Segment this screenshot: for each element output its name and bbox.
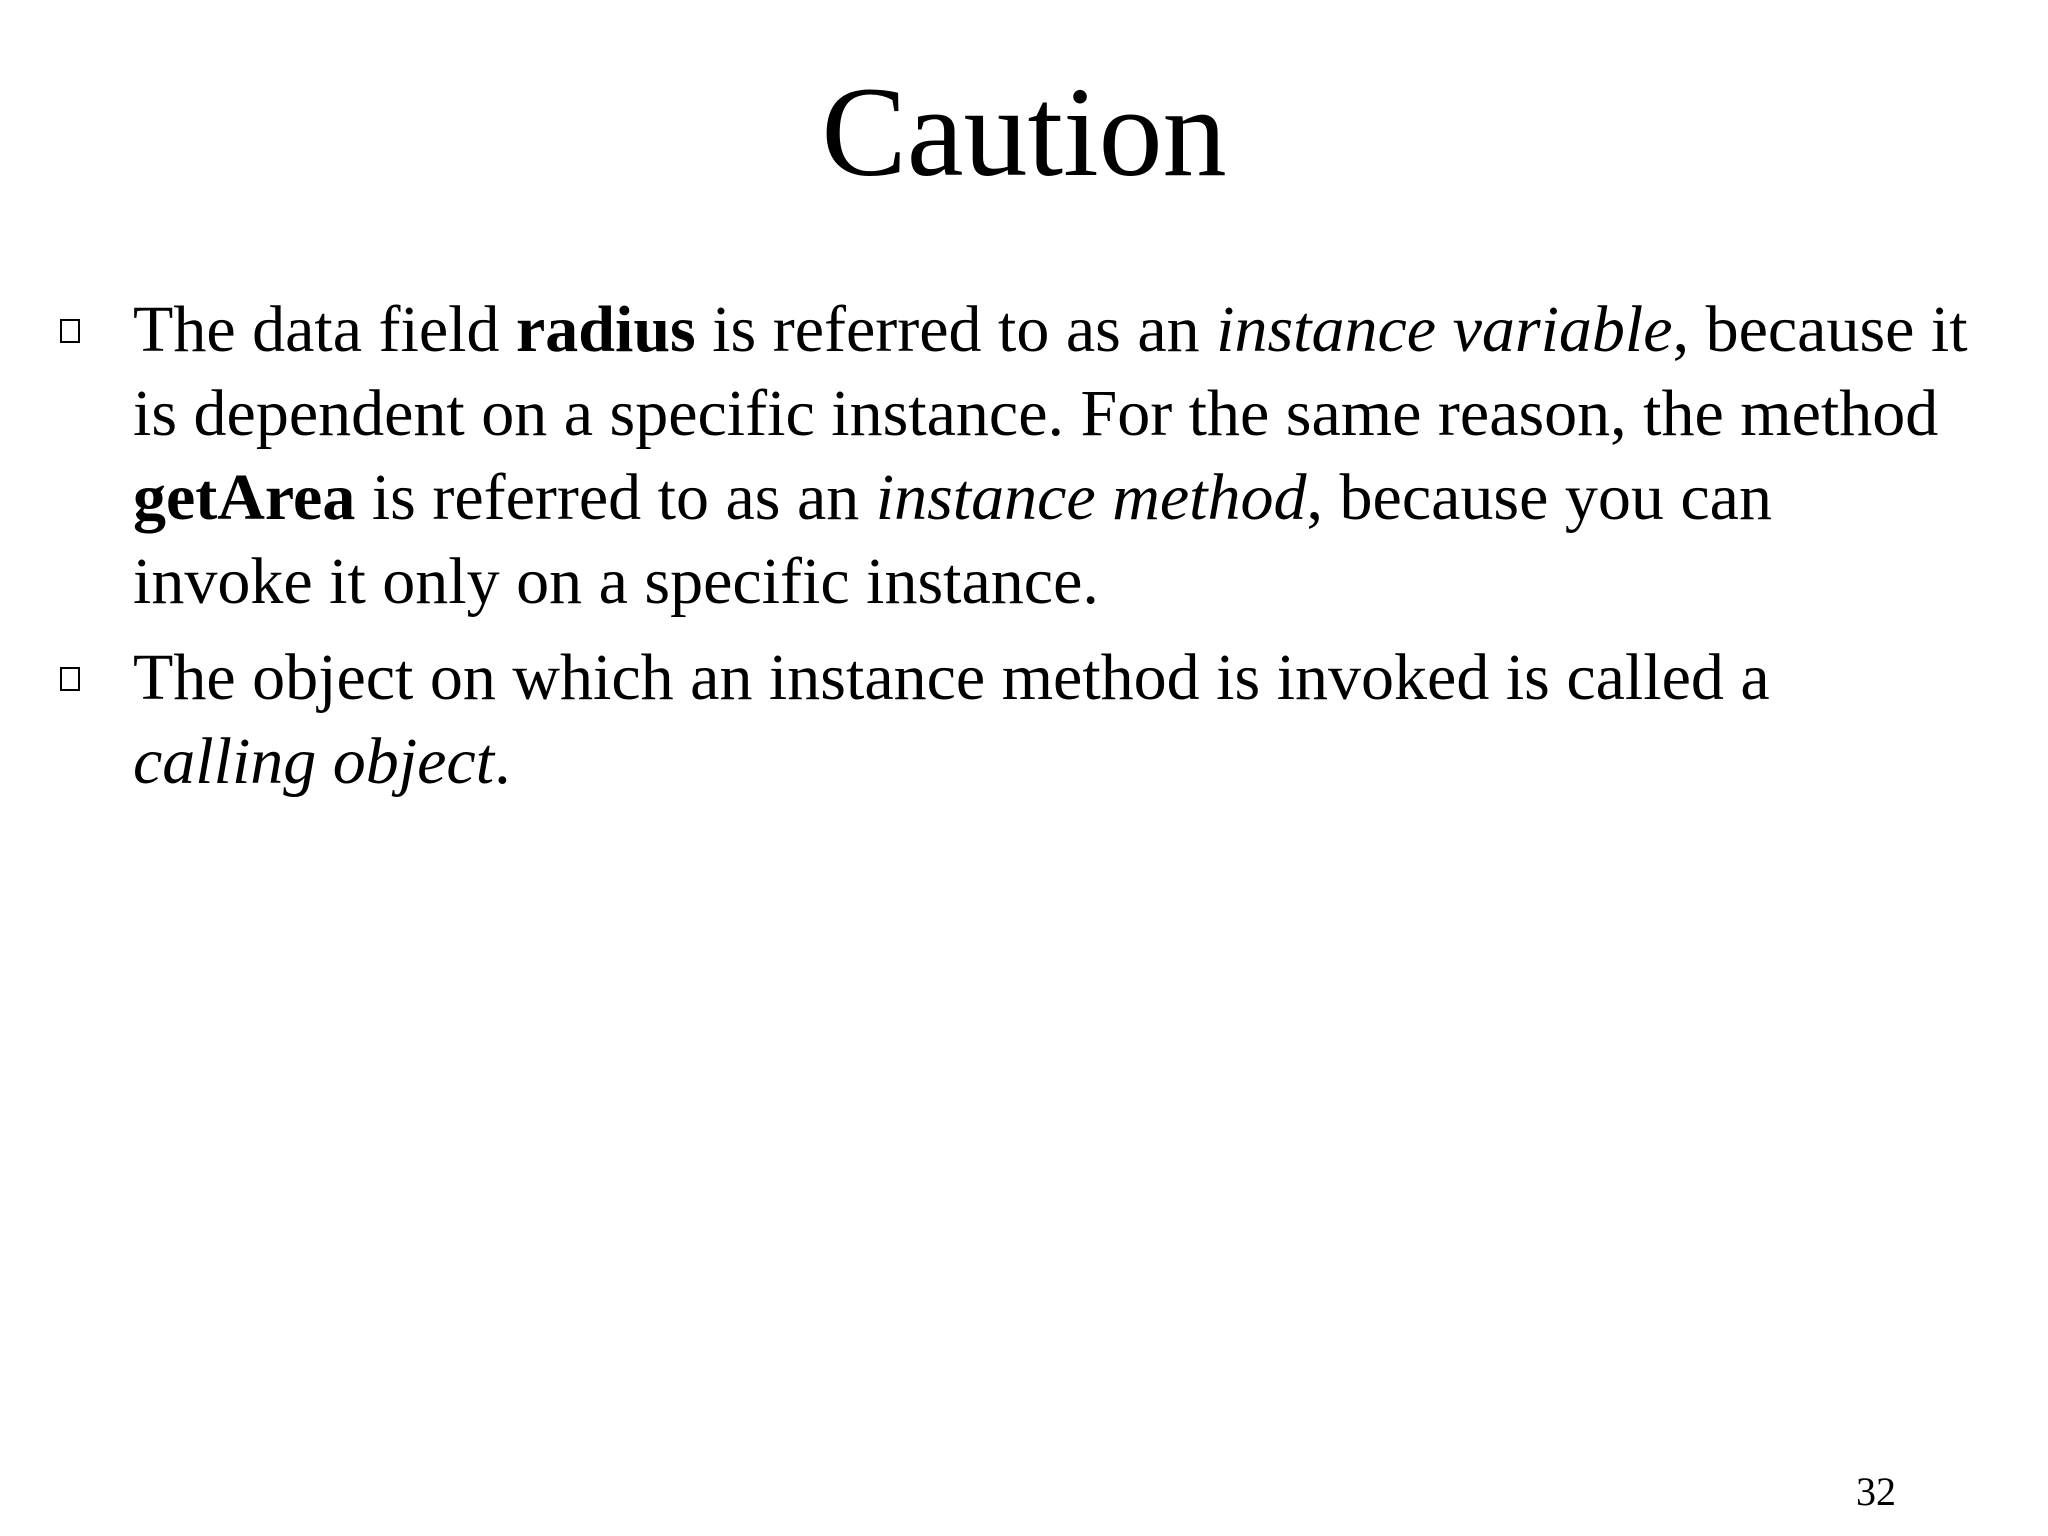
text-run: .	[494, 725, 511, 798]
text-run-bold: radius	[515, 293, 696, 366]
text-run-bold: getArea	[133, 461, 356, 534]
slide-title: Caution	[821, 61, 1227, 203]
bullet-item	[60, 288, 2035, 624]
bullet-marker-icon	[60, 667, 80, 691]
bullet-line	[133, 288, 2035, 372]
text-run: is dependent on a specific instance. For the same reason, the method	[133, 377, 1939, 450]
bullet-line	[133, 540, 2035, 624]
text-run-italic: instance variable	[1216, 293, 1673, 366]
text-run: invoke it only on a specific instance.	[133, 545, 1099, 618]
text-run: The object on which an instance method is invoked is called a	[133, 641, 1770, 714]
text-run: The data field	[133, 293, 516, 366]
text-run: , because it	[1672, 293, 1968, 366]
text-run: is referred to as an	[695, 293, 1217, 366]
bullet-line	[133, 720, 2035, 804]
text-run-italic: calling object	[133, 725, 495, 798]
bullet-item	[60, 636, 2035, 804]
text-run: , because you can	[1306, 461, 1772, 534]
bullet-line	[133, 456, 2035, 540]
bullet-marker-icon	[60, 319, 80, 343]
text-run: is referred to as an	[355, 461, 876, 534]
bullet-list	[60, 288, 2035, 816]
bullet-line	[133, 636, 2035, 720]
text-run-italic: instance method	[875, 461, 1307, 534]
bullet-line	[133, 372, 2035, 456]
page-number: 32	[1856, 1469, 1896, 1514]
